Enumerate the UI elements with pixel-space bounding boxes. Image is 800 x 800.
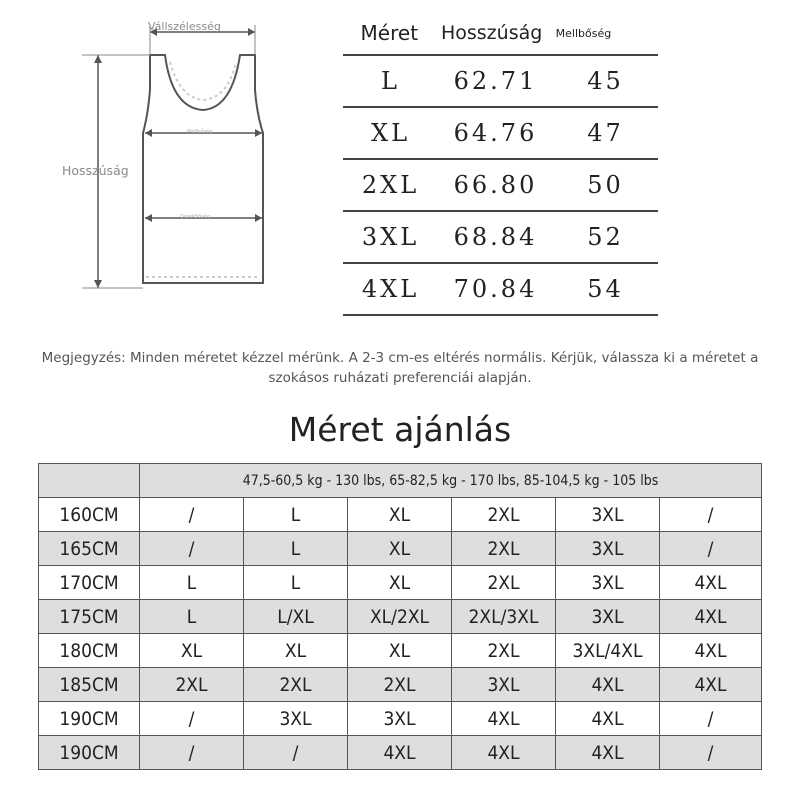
length-cell: 62.71	[453, 67, 538, 95]
recommendation-table	[38, 463, 762, 770]
height-cell: 180CM	[39, 634, 140, 668]
size-cell: 2XL	[452, 498, 556, 532]
size-cell: XL/2XL	[348, 600, 452, 634]
length-cell: 64.76	[453, 119, 538, 147]
size-cell: 2XL/3XL	[452, 600, 556, 634]
size-cell: L	[244, 532, 348, 566]
tank-top-outline	[0, 0, 330, 330]
size-chart-header	[343, 12, 658, 56]
size-row	[343, 160, 658, 212]
size-cell: 2XL	[244, 668, 348, 702]
shoulder-label: Vállszélesség	[148, 20, 221, 33]
size-cell: 4XL	[556, 668, 660, 702]
length-cell: 70.84	[453, 275, 538, 303]
size-cell: 4XL	[660, 668, 762, 702]
size-row	[343, 264, 658, 316]
size-cell: 2XL	[348, 668, 452, 702]
size-cell: XL	[244, 634, 348, 668]
size-cell: L	[244, 498, 348, 532]
size-cell: 2XL	[452, 566, 556, 600]
chest-cell: 52	[587, 223, 624, 251]
table-row	[39, 498, 762, 532]
size-cell: 3XL	[556, 532, 660, 566]
size-cell: L/XL	[244, 600, 348, 634]
size-cell: 2XL	[140, 668, 244, 702]
size-cell: 2XL	[452, 634, 556, 668]
size-header: Méret	[360, 21, 419, 45]
height-cell: 190CM	[39, 702, 140, 736]
recommendation-title: Méret ajánlás	[288, 410, 512, 449]
size-cell: 3XL	[348, 702, 452, 736]
chest-label: Mellbőség	[187, 129, 213, 135]
length-header: Hosszúság	[440, 22, 543, 44]
size-cell: XL	[348, 566, 452, 600]
table-row	[39, 736, 762, 770]
weight-header: 47,5-60,5 kg - 130 lbs, 65-82,5 kg - 170 lbs, 85-104,5 kg - 105 lbs	[140, 464, 762, 498]
weight-header-row	[39, 464, 762, 498]
size-cell: 4XL	[556, 736, 660, 770]
length-cell: 66.80	[453, 171, 538, 199]
size-cell: 4XL	[348, 736, 452, 770]
size-cell: 4XL	[361, 275, 420, 303]
size-cell: /	[140, 736, 244, 770]
chest-cell: 50	[587, 171, 624, 199]
size-cell: L	[381, 67, 400, 95]
table-row	[39, 634, 762, 668]
table-row	[39, 600, 762, 634]
size-cell: XL	[348, 634, 452, 668]
size-row	[343, 108, 658, 160]
height-cell: 190CM	[39, 736, 140, 770]
height-cell: 175CM	[39, 600, 140, 634]
chest-cell: 45	[587, 67, 624, 95]
size-cell: XL	[370, 119, 411, 147]
size-cell: /	[140, 532, 244, 566]
size-cell: XL	[348, 498, 452, 532]
size-cell: 4XL	[556, 702, 660, 736]
size-cell: L	[244, 566, 348, 600]
measurement-note: Megjegyzés: Minden méretet kézzel mérünk. A 2-3 cm-es eltérés normális. Kérjük, válassza ki a méretet a szokásos ruházati preferenciái alapján.	[41, 350, 759, 386]
size-cell: 3XL	[452, 668, 556, 702]
size-cell: 3XL	[361, 223, 420, 251]
size-cell: /	[660, 498, 762, 532]
size-cell: 3XL/4XL	[556, 634, 660, 668]
size-cell: 3XL	[556, 498, 660, 532]
chest-header: Mellbőség	[555, 26, 612, 40]
table-row	[39, 532, 762, 566]
size-chart	[343, 12, 658, 316]
length-cell: 68.84	[453, 223, 538, 251]
size-cell: 4XL	[452, 736, 556, 770]
size-cell: L	[140, 566, 244, 600]
size-cell: 4XL	[660, 634, 762, 668]
size-cell: XL	[140, 634, 244, 668]
height-cell: 170CM	[39, 566, 140, 600]
size-cell: 3XL	[556, 566, 660, 600]
size-cell: 4XL	[660, 600, 762, 634]
size-cell: /	[140, 498, 244, 532]
corner-cell	[39, 464, 140, 498]
size-cell: /	[660, 532, 762, 566]
size-cell: 4XL	[452, 702, 556, 736]
size-cell: 3XL	[244, 702, 348, 736]
size-cell: 2XL	[361, 171, 420, 199]
waist-label: Derékbőség	[180, 214, 210, 220]
size-cell: L	[140, 600, 244, 634]
size-cell: /	[660, 702, 762, 736]
height-cell: 185CM	[39, 668, 140, 702]
size-cell: XL	[348, 532, 452, 566]
size-cell: 4XL	[660, 566, 762, 600]
table-row	[39, 702, 762, 736]
table-row	[39, 566, 762, 600]
height-cell: 160CM	[39, 498, 140, 532]
size-cell: /	[244, 736, 348, 770]
chest-cell: 47	[587, 119, 624, 147]
size-cell: /	[140, 702, 244, 736]
length-label: Hosszúság	[62, 163, 129, 178]
table-row	[39, 668, 762, 702]
size-row	[343, 56, 658, 108]
height-cell: 165CM	[39, 532, 140, 566]
tank-top-shape	[143, 55, 263, 283]
size-cell: 2XL	[452, 532, 556, 566]
size-row	[343, 212, 658, 264]
tank-top-diagram	[0, 0, 330, 330]
size-cell: /	[660, 736, 762, 770]
chest-cell: 54	[587, 275, 624, 303]
size-cell: 3XL	[556, 600, 660, 634]
